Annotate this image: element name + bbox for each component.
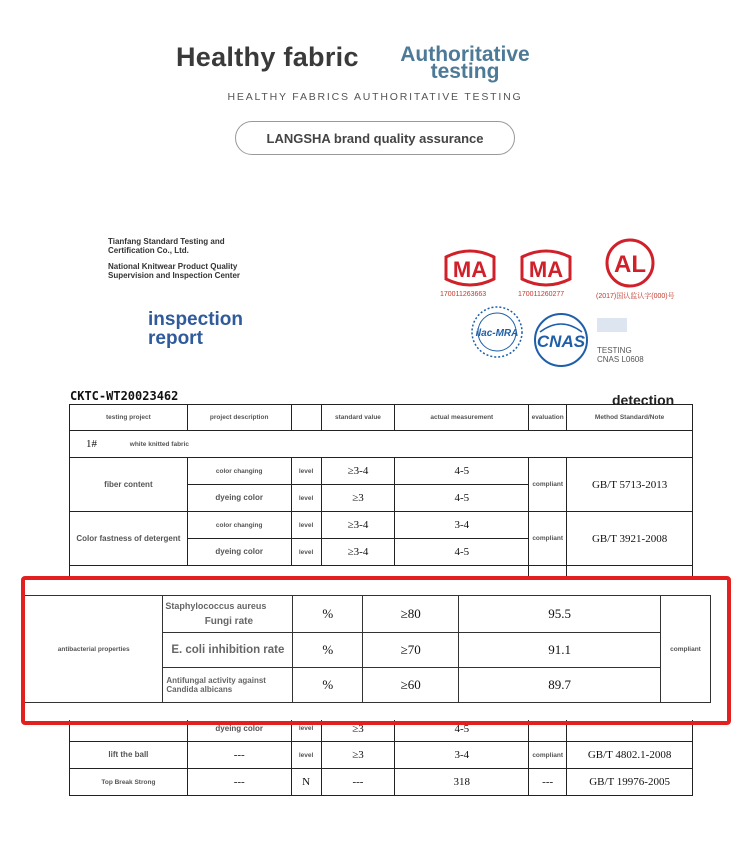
- dyeing-color-label: dyeing color: [187, 539, 291, 566]
- quality-assurance-label: LANGSHA brand quality assurance: [266, 130, 484, 146]
- cma-mark-icon: [516, 247, 576, 289]
- header-testing-project: testing project: [70, 405, 188, 431]
- institution-knitwear-center: National Knitwear Product Quality Supervision and Inspection Center: [108, 262, 241, 280]
- standard-value: ≥3-4: [321, 512, 395, 539]
- ecoli-label: E. coli inhibition rate: [163, 633, 293, 668]
- dash-cell: ---: [529, 769, 567, 796]
- standard-value: ≥3-4: [321, 458, 395, 485]
- color-changing-label: color changing: [187, 512, 291, 539]
- unit-level: level: [291, 485, 321, 512]
- cma-code-1: 170011263663: [440, 291, 487, 298]
- cma-code-2: 170011260277: [518, 291, 565, 298]
- standard-60: ≥60: [363, 668, 459, 703]
- measured-value: 318: [395, 769, 529, 796]
- method-standard: GB/T 19976-2005: [567, 769, 693, 796]
- dash-cell: ---: [187, 769, 291, 796]
- value-candida: 89.7: [459, 668, 661, 703]
- dyeing-color-label: dyeing color: [187, 485, 291, 512]
- unit-percent: %: [293, 596, 363, 633]
- highlight-frame: [21, 576, 731, 725]
- dyeing-color-label: dyeing color: [187, 716, 291, 742]
- header-method-standard: Method Standard/Note: [567, 405, 693, 431]
- value-ecoli: 91.1: [459, 633, 661, 668]
- color-changing-label: color changing: [187, 458, 291, 485]
- value-staph: 95.5: [459, 596, 661, 633]
- top-break-label: Top Break Strong: [70, 769, 188, 796]
- measured-value: 4-5: [395, 539, 529, 566]
- standard-value: ≥3: [321, 742, 395, 769]
- page-title-accent: Authoritative testing: [400, 43, 530, 83]
- report-number: CKTC-WT20023462: [70, 389, 179, 403]
- cal-mark-icon: [600, 237, 660, 289]
- cma-mark-icon: [440, 247, 500, 289]
- svg-text:ilac-MRA: ilac-MRA: [475, 328, 519, 339]
- method-standard: GB/T 3921-2008: [567, 512, 693, 566]
- dash-cell: ---: [187, 742, 291, 769]
- unit-percent: %: [293, 668, 363, 703]
- standard-value: ≥3: [321, 485, 395, 512]
- sample-name: white knitted fabric: [129, 440, 190, 448]
- svg-text:CNAS: CNAS: [536, 332, 586, 351]
- detection-label: detection: [612, 392, 675, 408]
- antibacterial-evaluation: compliant: [661, 596, 711, 703]
- lift-ball-label: lift the ball: [70, 742, 188, 769]
- quality-assurance-badge: [235, 121, 515, 155]
- svg-text:MA: MA: [452, 257, 488, 282]
- testing-label: TESTING: [597, 346, 632, 355]
- sample-row: [70, 431, 693, 458]
- measured-value: 3-4: [395, 512, 529, 539]
- detergent-fastness-label: Color fastness of detergent: [70, 512, 188, 566]
- fiber-content-label: fiber content: [70, 458, 188, 512]
- method-standard: GB/T 4802.1-2008: [567, 742, 693, 769]
- unit-level: level: [291, 539, 321, 566]
- fungi-rate-label: Fungi rate: [204, 616, 254, 627]
- dash-cell: ---: [321, 769, 395, 796]
- standard-value: ≥3: [321, 716, 395, 742]
- method-standard: GB/T 5713-2013: [567, 458, 693, 512]
- page-title: Healthy fabric: [176, 42, 359, 72]
- cal-code: (2017)国认监认字(000)号: [596, 293, 675, 300]
- svg-text:AL: AL: [614, 251, 646, 278]
- antibacterial-label: antibacterial properties: [25, 596, 163, 703]
- measured-value: 4-5: [395, 485, 529, 512]
- measured-value: 3-4: [395, 742, 529, 769]
- unit-level: level: [291, 512, 321, 539]
- candida-label: Antifungal activity against Candida albicans: [163, 668, 293, 703]
- standard-value: ≥3-4: [321, 539, 395, 566]
- sample-number: 1#: [86, 438, 97, 450]
- header-unit: [291, 405, 321, 431]
- header-standard-value: standard value: [321, 405, 395, 431]
- measured-value: 4-5: [395, 458, 529, 485]
- staph-label: Staphylococcus aureus: [165, 601, 267, 611]
- testing-logo-icon: [597, 318, 627, 332]
- evaluation-compliant: compliant: [529, 512, 567, 566]
- standard-70: ≥70: [363, 633, 459, 668]
- inspection-report-title: inspection report: [148, 309, 244, 349]
- svg-text:MA: MA: [528, 257, 564, 282]
- institution-tianfang: Tianfang Standard Testing and Certification Co., Ltd.: [108, 237, 225, 255]
- header-project-description: project description: [187, 405, 291, 431]
- header-evaluation: evaluation: [529, 405, 567, 431]
- unit-level: level: [291, 716, 321, 742]
- page-subtitle: HEALTHY FABRICS AUTHORITATIVE TESTING: [227, 91, 523, 103]
- standard-80: ≥80: [363, 596, 459, 633]
- measured-value: 4-5: [395, 716, 529, 742]
- unit-percent: %: [293, 633, 363, 668]
- evaluation-compliant: compliant: [529, 742, 567, 769]
- cnas-mark-icon: [530, 312, 592, 368]
- evaluation-compliant: compliant: [529, 458, 567, 512]
- cnas-number: CNAS L0608: [597, 355, 644, 364]
- unit-level: level: [291, 458, 321, 485]
- unit-n: N: [291, 769, 321, 796]
- ilac-mra-icon: [470, 305, 524, 359]
- unit-level: level: [291, 742, 321, 769]
- header-actual-measurement: actual measurement: [395, 405, 529, 431]
